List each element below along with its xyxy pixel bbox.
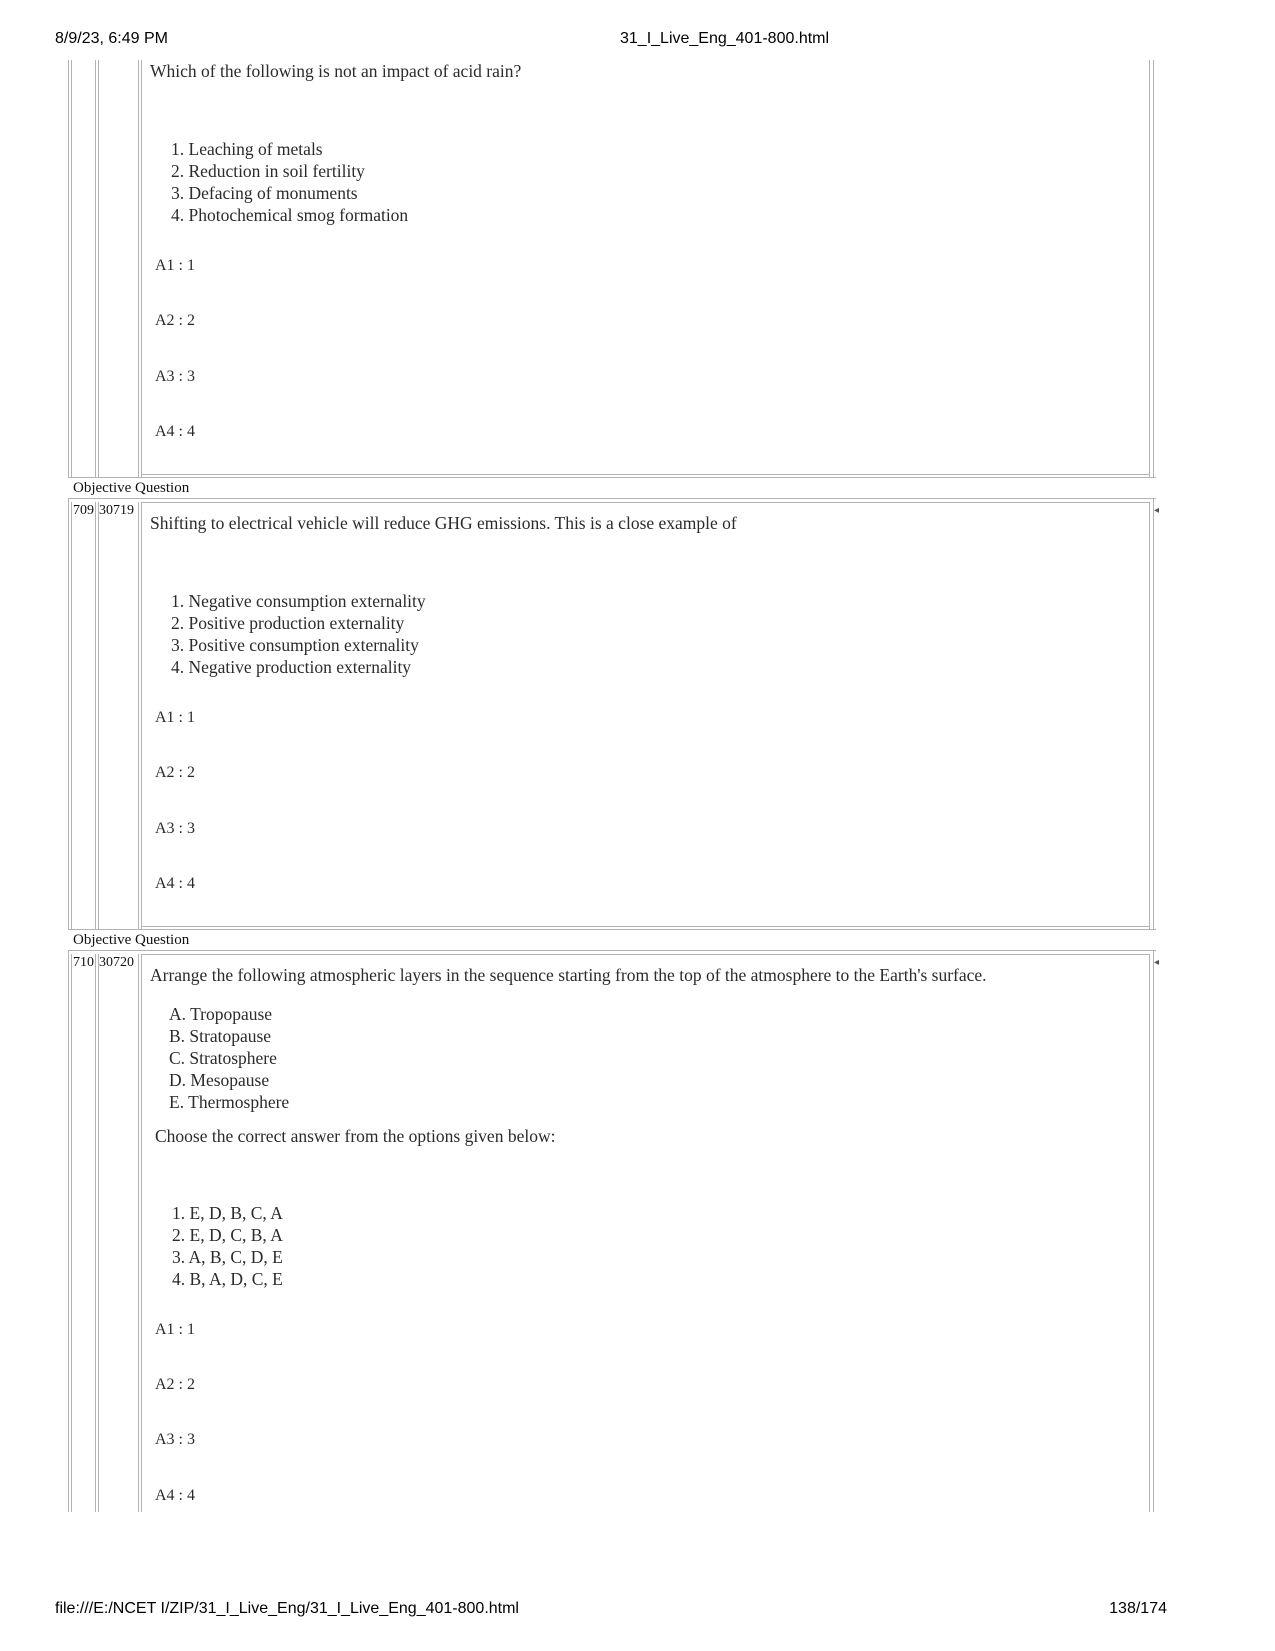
answer-option: A4 : 4 — [155, 1487, 195, 1504]
answer-option: A3 : 3 — [155, 368, 195, 385]
option-item: 1. Leaching of metals — [171, 139, 323, 159]
question-type-label: Objective Question — [73, 932, 190, 948]
answer-option: A2 : 2 — [155, 312, 195, 329]
answer-option: A3 : 3 — [155, 1431, 195, 1448]
serial-number: 710 — [73, 955, 94, 970]
question-text: Arrange the following atmospheric layers in the sequence starting from the top of the atmosphere to the Earth's surface. — [150, 965, 987, 985]
answer-option: A1 : 1 — [155, 709, 195, 726]
print-datetime: 8/9/23, 6:49 PM — [55, 30, 168, 47]
list-item: E. Thermosphere — [169, 1092, 290, 1112]
answer-option: A1 : 1 — [155, 257, 195, 274]
option-item: 3. Defacing of monuments — [171, 183, 358, 203]
list-item: B. Stratopause — [169, 1026, 272, 1046]
serial-number: 709 — [73, 503, 94, 518]
edge-mark: ◂ — [1154, 505, 1160, 516]
answer-option: A3 : 3 — [155, 820, 195, 837]
print-page-number: 138/174 — [1109, 1600, 1167, 1617]
edge-mark: ◂ — [1154, 957, 1160, 968]
answer-option: A1 : 1 — [155, 1321, 195, 1338]
print-page-title: 31_I_Live_Eng_401-800.html — [620, 30, 830, 47]
list-item: D. Mesopause — [169, 1070, 270, 1090]
list-item: A. Tropopause — [169, 1004, 273, 1024]
question-type-label: Objective Question — [73, 480, 190, 496]
option-list — [172, 1202, 283, 1290]
option-item: 3. Positive consumption externality — [171, 635, 419, 655]
option-list — [171, 138, 408, 226]
option-list — [171, 590, 426, 678]
option-item: 2. E, D, C, B, A — [172, 1225, 283, 1245]
option-item: 4. Negative production externality — [171, 657, 412, 677]
question-id: 30720 — [99, 955, 134, 970]
answer-option: A2 : 2 — [155, 1376, 195, 1393]
option-item: 2. Positive production externality — [171, 613, 405, 633]
question-text: Shifting to electrical vehicle will reduce GHG emissions. This is a close example of — [150, 513, 737, 533]
option-item: 3. A, B, C, D, E — [172, 1247, 283, 1267]
question-id: 30719 — [99, 503, 134, 518]
option-item: 1. E, D, B, C, A — [172, 1203, 283, 1223]
answer-option: A4 : 4 — [155, 423, 195, 440]
print-file-path: file:///E:/NCET I/ZIP/31_I_Live_Eng/31_I_Live_Eng_401-800.html — [55, 1600, 519, 1617]
option-item: 1. Negative consumption externality — [171, 591, 426, 611]
list-item: C. Stratosphere — [169, 1048, 277, 1068]
option-item: 2. Reduction in soil fertility — [171, 161, 365, 181]
option-item: 4. Photochemical smog formation — [171, 205, 409, 225]
option-item: 4. B, A, D, C, E — [172, 1269, 283, 1289]
item-list — [169, 1003, 289, 1113]
answer-option: A2 : 2 — [155, 764, 195, 781]
instruction-text: Choose the correct answer from the options given below: — [155, 1126, 556, 1146]
answer-option: A4 : 4 — [155, 875, 195, 892]
question-text: Which of the following is not an impact of acid rain? — [150, 61, 522, 81]
